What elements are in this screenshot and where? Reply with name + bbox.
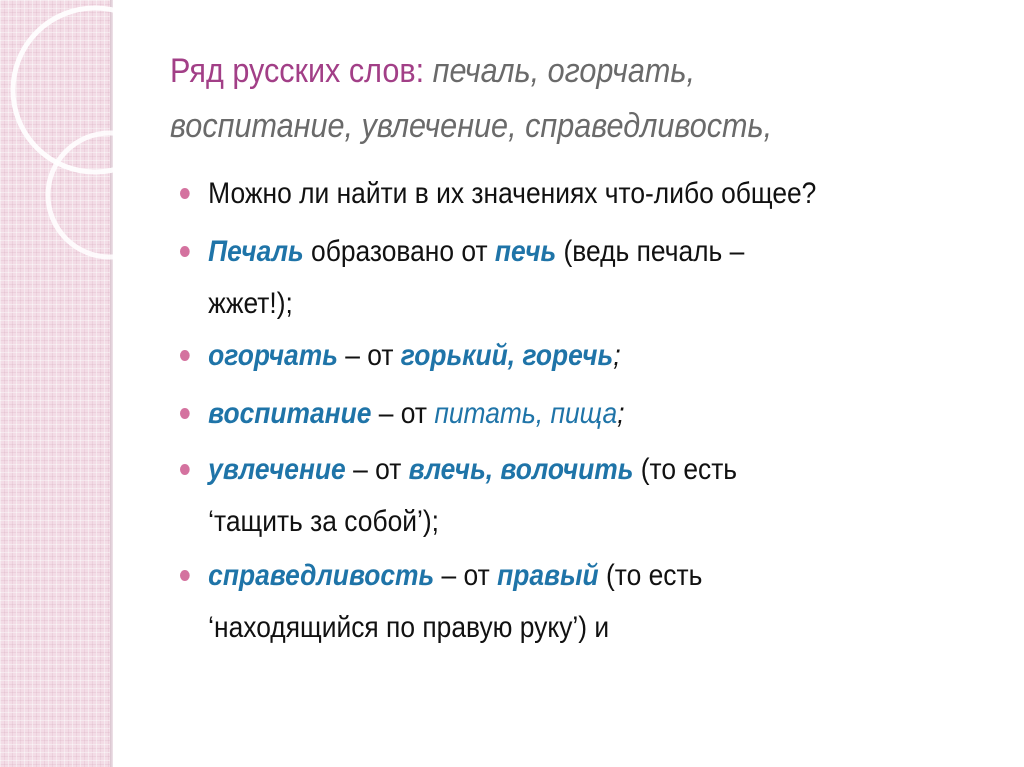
spravedlivost-mid: – от	[441, 559, 490, 592]
word-vospitanie: воспитание	[208, 397, 372, 430]
ogorchat-tail: ;	[613, 339, 621, 372]
root-pitat: питать, пища	[434, 397, 618, 430]
spravedlivost-tail: (то есть	[606, 559, 703, 592]
pechal-tail: (ведь печаль –	[563, 235, 745, 268]
uvlechenie-mid: – от	[353, 453, 402, 486]
root-pech: печь	[494, 235, 557, 268]
bullet-pechal	[180, 226, 983, 330]
bullet-dot-icon	[180, 464, 190, 475]
ogorchat-mid: – от	[345, 339, 394, 372]
bullet-spravedlivost	[180, 550, 983, 654]
uvlechenie-line2: ‘тащить за собой’);	[208, 505, 439, 538]
word-pechal: Печаль	[208, 235, 304, 268]
title-words-line2: воспитание, увлечение, справедливость,	[170, 107, 773, 145]
uvlechenie-tail: (то есть	[640, 453, 738, 486]
root-vlech: влечь, волочить	[408, 453, 634, 486]
bullet-uvlechenie	[180, 444, 983, 548]
bullet-dot-icon	[180, 246, 190, 257]
word-ogorchat: огорчать	[208, 339, 338, 372]
root-pravyy: правый	[497, 559, 599, 592]
pechal-line2: жжет!);	[208, 287, 293, 320]
bullet-dot-icon	[180, 188, 190, 199]
bullet-vospitanie	[180, 388, 983, 440]
slide-title	[170, 44, 908, 154]
bullet-question	[180, 168, 983, 220]
bullet-ogorchat	[180, 330, 983, 382]
pechal-mid: образовано от	[311, 235, 488, 268]
bullet-dot-icon	[180, 350, 190, 361]
title-words-line1: печаль, огорчать,	[432, 52, 695, 90]
decorative-rings-icon	[0, 0, 130, 260]
vospitanie-tail: ;	[617, 397, 625, 430]
vospitanie-mid: – от	[378, 397, 427, 430]
root-gorkiy: горький, горечь	[400, 339, 614, 372]
spravedlivost-line2: ‘находящийся по правую руку’) и	[208, 611, 610, 644]
bullet-dot-icon	[180, 570, 190, 581]
bullet-dot-icon	[180, 408, 190, 419]
word-uvlechenie: увлечение	[208, 453, 346, 486]
title-lead: Ряд русских слов:	[170, 52, 425, 90]
question-text: Можно ли найти в их значениях что-либо общее?	[208, 177, 817, 210]
word-spravedlivost: справедливость	[208, 559, 435, 592]
